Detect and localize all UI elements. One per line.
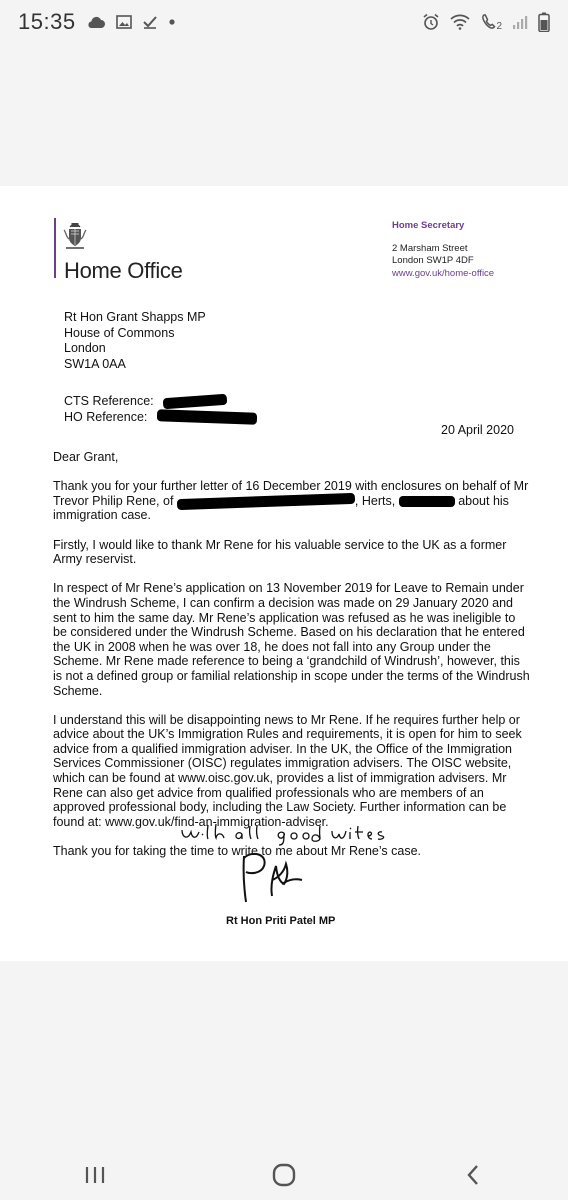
wifi-icon xyxy=(450,14,470,30)
signatory-name: Rt Hon Priti Patel MP xyxy=(226,915,336,927)
letter-body xyxy=(53,450,531,873)
call-badge: 2 xyxy=(496,20,502,32)
paragraph-2: Firstly, I would like to thank Mr Rene for his valuable service to the UK as a former Army reservist. xyxy=(53,537,507,567)
home-office-rule xyxy=(54,218,56,278)
image-icon xyxy=(116,15,132,29)
status-time: 15:35 xyxy=(18,9,76,34)
recipient-line2: London xyxy=(64,341,106,355)
redaction-mark xyxy=(163,394,228,409)
sender-block xyxy=(392,220,494,280)
salutation: Dear Grant, xyxy=(53,450,119,464)
paragraph-1: Thank you for your further letter of 16 December 2019 with enclosures on behalf of Mr Trevor Philip Rene, of , Herts, about his immigration case. xyxy=(53,479,529,523)
call-icon xyxy=(480,13,502,32)
alarm-icon xyxy=(422,13,440,31)
sender-address-line2: London SW1P 4DF xyxy=(392,255,474,266)
paragraph-3: In respect of Mr Rene’s application on 13 November 2019 for Leave to Remain under the Windrush Scheme, I can confirm a decision was made on 29 January 2020 and sent to him the same day. Mr Rene’s application was refused as he was ineligible to be considered under the Windrush Scheme. Based on his declaration that he entered the UK in 2008 when he was over 18, he does not fall into any Group under the Scheme. Mr Rene made reference to being a ‘grandchild of Windrush’, however, this is not a defined group or familial relationship in scope under the terms of the Windrush Scheme. xyxy=(53,581,530,698)
battery-icon xyxy=(538,12,550,32)
sender-title: Home Secretary xyxy=(392,220,465,231)
navigation-bar xyxy=(0,1150,568,1200)
dot-icon xyxy=(168,18,176,26)
status-bar xyxy=(0,0,568,44)
organisation-name: Home Office xyxy=(64,258,183,283)
back-icon[interactable] xyxy=(443,1155,503,1195)
paragraph-5: Thank you for taking the time to write to me about Mr Rene’s case. xyxy=(53,844,421,859)
references xyxy=(64,394,257,425)
recipient-address xyxy=(64,310,206,372)
redaction-mark xyxy=(399,496,455,507)
royal-crest-icon xyxy=(62,220,88,255)
recipient-name: Rt Hon Grant Shapps MP xyxy=(64,310,206,324)
paragraph-4: I understand this will be disappointing news to Mr Rene. If he requires further help or advice about the UK’s Immigration Rules and requirements, it is open for him to seek advice from a qualified immigration adviser. In the UK, the Office of the Immigration Services Commissioner (OISC) regulates immigration advisers. The OISC website, which can be found at www.oisc.gov.uk, provides a list of immigration advisers. Mr Rene can also get advice from qualified professionals who are members of an approved professional body, including the Law Society. Further information can be found at: www.gov.uk/find-an-immigration-adviser. xyxy=(53,712,522,829)
ho-reference-label: HO Reference: xyxy=(64,409,148,424)
letter-date: 20 April 2020 xyxy=(441,423,514,437)
sender-website: www.gov.uk/home-office xyxy=(392,267,495,279)
cloud-icon xyxy=(86,15,106,29)
cts-reference-label: CTS Reference: xyxy=(64,394,154,408)
redaction-mark xyxy=(157,409,257,424)
recent-apps-icon[interactable] xyxy=(65,1155,125,1195)
check-icon xyxy=(142,15,158,29)
recipient-postcode: SW1A 0AA xyxy=(64,356,126,371)
home-icon[interactable] xyxy=(254,1155,314,1195)
sender-address-line1: 2 Marsham Street xyxy=(392,242,468,254)
signature xyxy=(238,846,310,913)
signal-icon xyxy=(512,14,528,30)
redaction-mark xyxy=(177,493,355,510)
recipient-line1: House of Commons xyxy=(64,325,175,340)
letter-document xyxy=(0,186,568,961)
